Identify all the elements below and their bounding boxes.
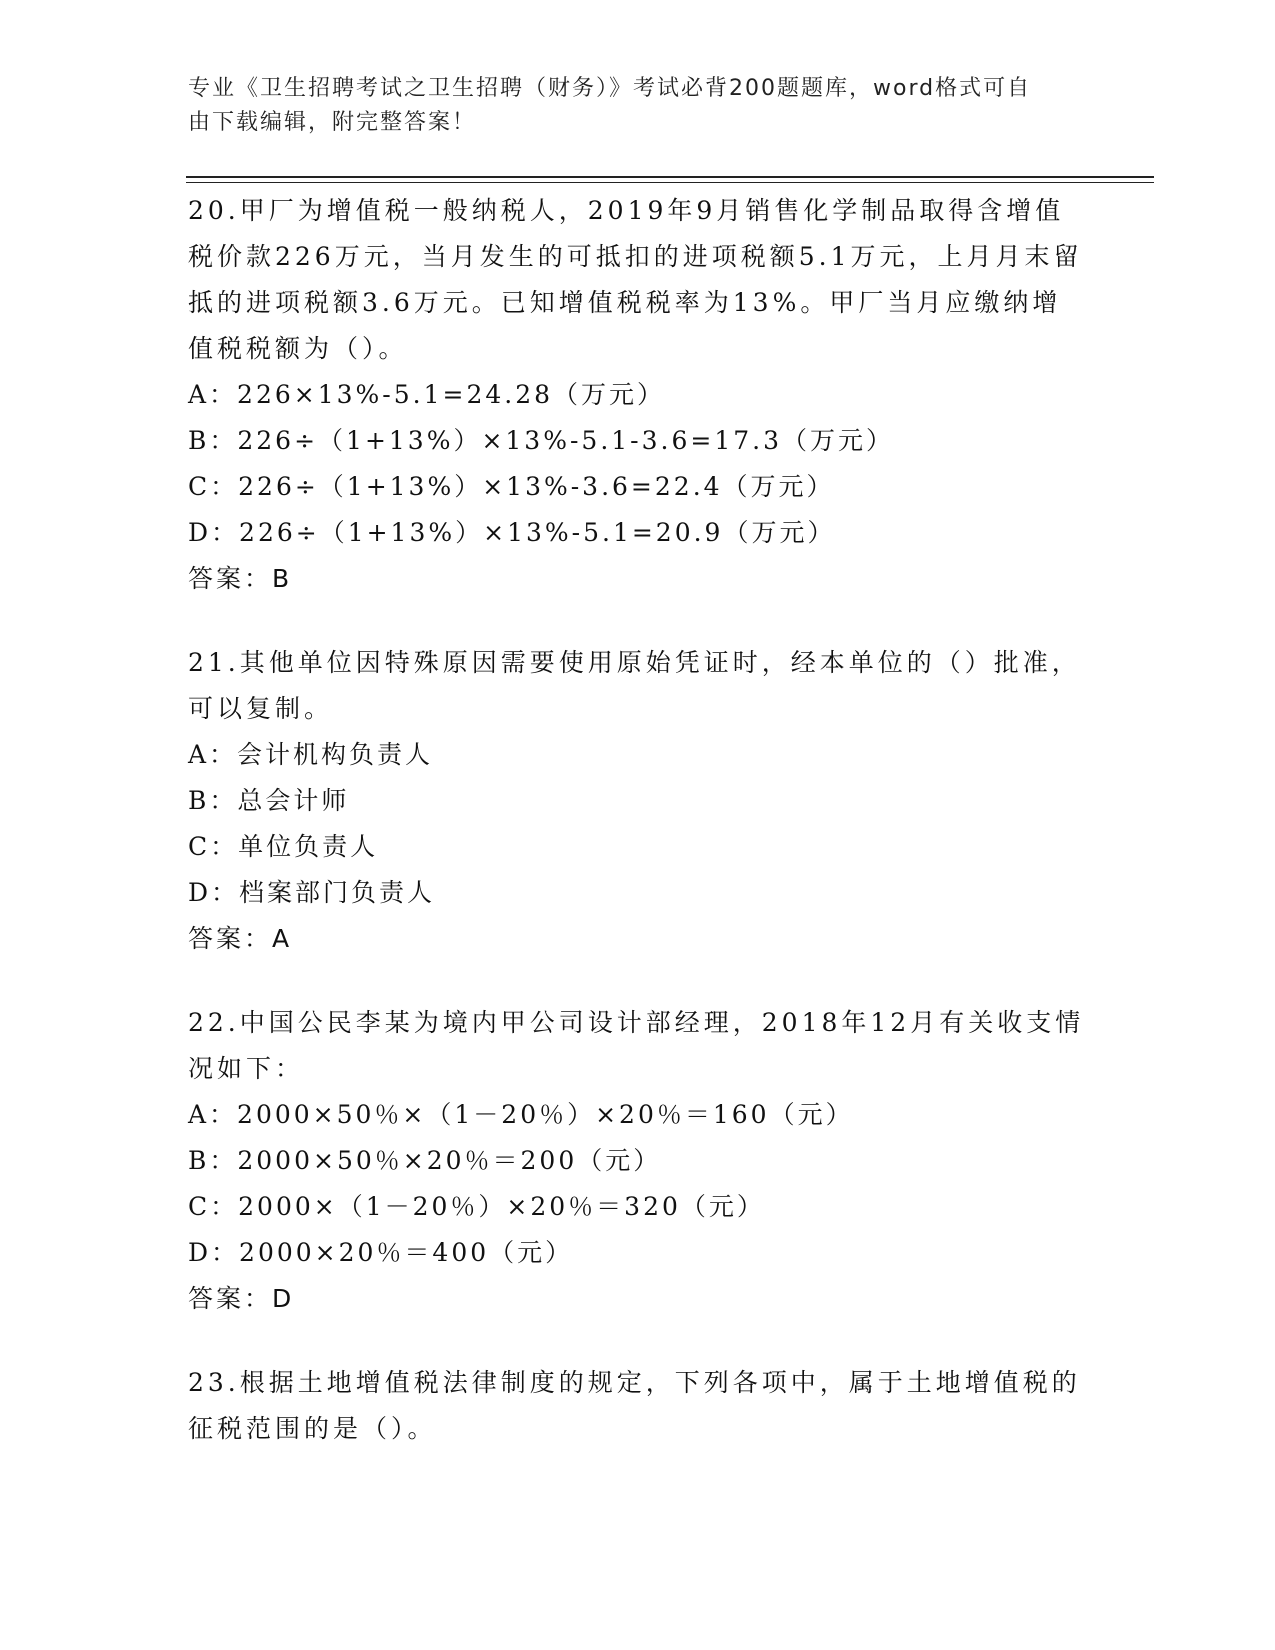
question-21	[188, 640, 1088, 962]
header-divider-thin	[186, 182, 1154, 183]
option-d: D：2000×20％＝400（元）	[188, 1238, 574, 1267]
question-20	[188, 188, 1088, 602]
question-list	[188, 188, 1088, 1490]
option-a: A：226×13%-5.1=24.28（万元）	[188, 380, 666, 409]
question-stem: 23.根据土地增值税法律制度的规定，下列各项中，属于土地增值税的征税范围的是（）。	[188, 1368, 1081, 1443]
option-b: B：2000×50％×20％＝200（元）	[188, 1146, 662, 1175]
option-b: B：总会计师	[188, 786, 350, 815]
option-c: C：226÷（1+13%）×13%-3.6=22.4（万元）	[188, 472, 835, 501]
option-a: A：2000×50％×（1－20％）×20％＝160（元）	[188, 1100, 854, 1129]
answer-line: 答案：B	[188, 564, 293, 593]
header-divider-thick	[186, 176, 1154, 178]
option-d: D：226÷（1+13%）×13%-5.1=20.9（万元）	[188, 518, 836, 547]
option-c: C：单位负责人	[188, 832, 379, 861]
question-22	[188, 1000, 1088, 1322]
question-stem: 20.甲厂为增值税一般纳税人，2019年9月销售化学制品取得含增值税价款226万元，当月发生的可抵扣的进项税额5.1万元，上月月末留抵的进项税额3.6万元。已知增值税税率为13%。甲厂当月应缴纳增值税税额为（）。	[188, 196, 1083, 363]
option-b: B：226÷（1+13%）×13%-5.1-3.6=17.3（万元）	[188, 426, 894, 455]
header-line-1: 专业《卫生招聘考试之卫生招聘（财务）》考试必背200题题库，word格式可自	[188, 76, 1032, 101]
question-stem: 22.中国公民李某为境内甲公司设计部经理，2018年12月有关收支情况如下：	[188, 1008, 1085, 1083]
answer-line: 答案：A	[188, 924, 293, 953]
option-a: A：会计机构负责人	[188, 740, 434, 769]
document-header	[188, 72, 1068, 140]
question-stem: 21.其他单位因特殊原因需要使用原始凭证时，经本单位的（）批准，可以复制。	[188, 648, 1081, 723]
question-23	[188, 1360, 1088, 1452]
answer-line: 答案：D	[188, 1284, 295, 1313]
option-c: C：2000×（1－20％）×20％＝320（元）	[188, 1192, 765, 1221]
option-d: D：档案部门负责人	[188, 878, 436, 907]
header-line-2: 由下载编辑，附完整答案！	[188, 110, 477, 135]
